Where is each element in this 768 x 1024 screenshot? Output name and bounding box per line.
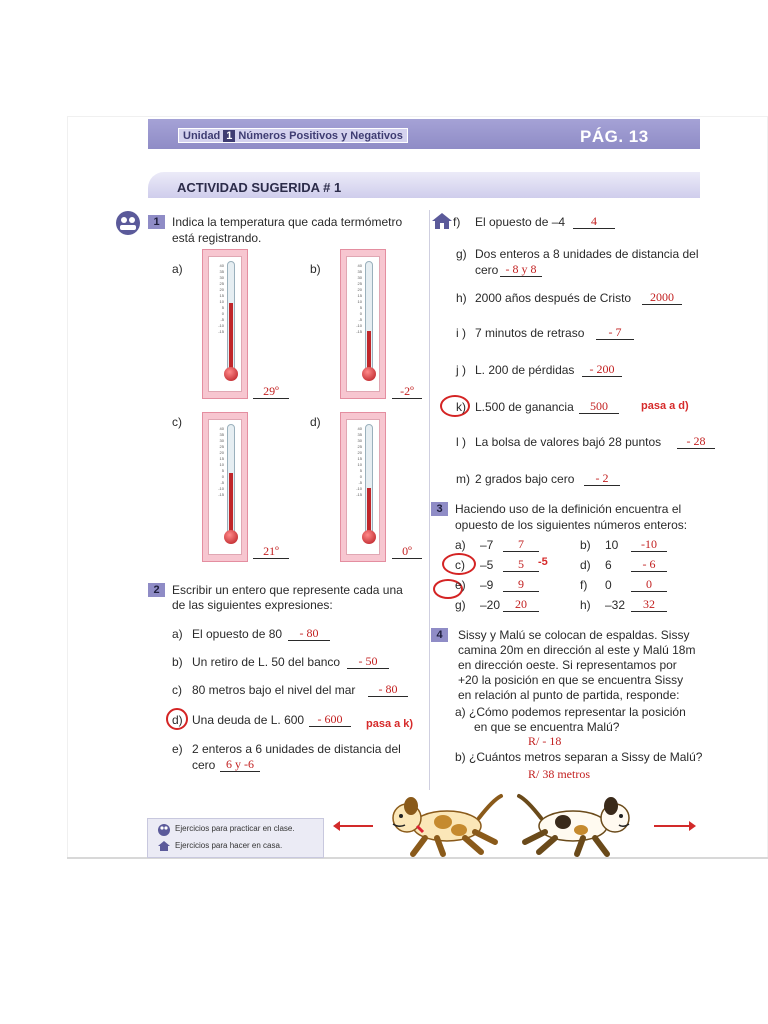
ex3-a-answer: 7 xyxy=(503,538,539,552)
ex3-e-answer: 9 xyxy=(503,578,539,592)
scale-tick-label: 20 xyxy=(219,287,224,292)
scale-tick-label: 5 xyxy=(221,468,224,473)
ex3-instruction-2: opuesto de los siguientes números enteros: xyxy=(455,518,688,532)
mercury-level xyxy=(229,303,233,370)
thermometer-card xyxy=(208,256,242,392)
ex2-g-label: g) xyxy=(456,247,467,261)
ex2-instruction-2: de las siguientes expresiones: xyxy=(172,598,333,612)
ex4-answer-b: R/ 38 metros xyxy=(528,767,590,781)
ex3-a-value: –7 xyxy=(480,538,494,552)
ex2-l-label: l ) xyxy=(456,435,466,449)
scale-tick-label: -5 xyxy=(358,317,362,322)
scale-tick-label: 40 xyxy=(219,263,224,268)
ex2-h-text: 2000 años después de Cristo xyxy=(475,291,632,305)
therm-a-label: a) xyxy=(172,262,183,276)
scale-tick-label: 15 xyxy=(357,456,362,461)
ex4-question-a-1: a) ¿Cómo podemos representar la posición xyxy=(455,705,686,719)
ex3-f-label: f) xyxy=(580,578,588,592)
scale-tick-label: 20 xyxy=(219,450,224,455)
ex3-e-value: –9 xyxy=(480,578,494,592)
therm-c-label: c) xyxy=(172,415,182,429)
mercury-level xyxy=(367,331,371,370)
ex3-c-answer: 5 xyxy=(503,558,539,572)
scale-tick-label: 30 xyxy=(219,275,224,280)
ex3-instruction-1: Haciendo uso de la definición encuentra el xyxy=(455,502,682,516)
thermometer-scale xyxy=(212,426,224,498)
unit-number: 1 xyxy=(223,130,235,142)
ex2-h-label: h) xyxy=(456,291,467,305)
scale-tick-label: -10 xyxy=(218,486,224,491)
scale-tick-label: 5 xyxy=(359,305,362,310)
ex2-e-answer: 6 y -6 xyxy=(220,758,260,772)
activity-title: ACTIVIDAD SUGERIDA # 1 xyxy=(177,180,342,195)
therm-d-label: d) xyxy=(310,415,321,429)
arrow-right-icon xyxy=(654,825,694,827)
scale-tick-label: -5 xyxy=(220,480,224,485)
ex4-question-a-2: en que se encuentra Malú? xyxy=(474,720,620,734)
exercise-2-number: 2 xyxy=(148,583,165,597)
ex2-j-answer: - 200 xyxy=(582,363,622,377)
thermometer-a xyxy=(202,249,248,399)
therm-b-answer: -2º xyxy=(392,385,422,399)
scale-tick-label: 10 xyxy=(219,462,224,467)
scale-tick-label: -10 xyxy=(356,323,362,328)
ex3-c-note: -5 xyxy=(538,556,548,568)
scale-tick-label: -15 xyxy=(218,329,224,334)
home-exercise-icon xyxy=(431,212,453,230)
thermometer-b xyxy=(340,249,386,399)
page-number: PÁG. 13 xyxy=(580,127,649,146)
thermometer-scale xyxy=(350,263,362,335)
ex2-instruction-1: Escribir un entero que represente cada una xyxy=(172,583,403,597)
scale-tick-label: 15 xyxy=(357,293,362,298)
exercise-4-number: 4 xyxy=(431,628,448,642)
ex4-question-b: b) ¿Cuántos metros separan a Sissy de Malú? xyxy=(455,750,703,764)
scale-tick-label: 10 xyxy=(357,462,362,467)
ex2-d-label: d) xyxy=(172,713,183,727)
ex2-f-text: El opuesto de –4 xyxy=(475,215,566,229)
ex2-c-label: c) xyxy=(172,683,182,697)
home-icon xyxy=(157,840,171,852)
unit-label xyxy=(178,128,408,143)
ex2-b-answer: - 50 xyxy=(347,655,389,669)
scale-tick-label: 20 xyxy=(357,450,362,455)
ex2-k-text: L.500 de ganancia xyxy=(475,400,574,414)
thermometer-card xyxy=(208,419,242,555)
ex2-d-text: Una deuda de L. 600 xyxy=(192,713,305,727)
scale-tick-label: -5 xyxy=(358,480,362,485)
scale-tick-label: 30 xyxy=(357,275,362,280)
ex4-line-2: camina 20m en dirección al este y Malú 18m xyxy=(458,643,696,657)
scale-tick-label: 30 xyxy=(219,438,224,443)
ex2-f-answer: 4 xyxy=(573,215,615,229)
scale-tick-label: -5 xyxy=(220,317,224,322)
legend-box xyxy=(147,818,324,858)
mercury-level xyxy=(229,473,233,533)
ex4-line-3: en dirección oeste. Si representamos por xyxy=(458,658,677,672)
ex2-a-answer: - 80 xyxy=(288,627,330,641)
scale-tick-label: -10 xyxy=(356,486,362,491)
ex3-h-answer: 32 xyxy=(631,598,667,612)
scale-tick-label: 25 xyxy=(219,281,224,286)
thermometer-tube xyxy=(365,424,373,534)
ex3-b-value: 10 xyxy=(605,538,619,552)
scale-tick-label: 25 xyxy=(357,444,362,449)
thermometer-card xyxy=(346,256,380,392)
ex2-i-answer: - 7 xyxy=(596,326,634,340)
scale-tick-label: 35 xyxy=(219,432,224,437)
scale-tick-label: -15 xyxy=(218,492,224,497)
thermometer-bulb xyxy=(224,367,238,381)
ex2-e-text-1: 2 enteros a 6 unidades de distancia del xyxy=(192,742,401,756)
ex3-b-label: b) xyxy=(580,538,591,552)
scale-tick-label: 25 xyxy=(357,281,362,286)
ex3-g-value: –20 xyxy=(480,598,501,612)
therm-a-answer: 29º xyxy=(253,385,289,399)
exercise-3-number: 3 xyxy=(431,502,448,516)
scale-tick-label: 0 xyxy=(359,474,362,479)
scale-tick-label: 10 xyxy=(357,299,362,304)
ex2-k-label: k) xyxy=(456,400,466,414)
scale-tick-label: 40 xyxy=(357,263,362,268)
scale-tick-label: -15 xyxy=(356,329,362,334)
ex2-m-answer: - 2 xyxy=(584,472,620,486)
scale-tick-label: 40 xyxy=(357,426,362,431)
unit-title: Números Positivos y Negativos xyxy=(238,129,403,142)
legend-class-text: Ejercicios para practicar en clase. xyxy=(175,824,295,833)
thermometer-tube xyxy=(227,424,235,534)
ex3-b-answer: -10 xyxy=(631,538,667,552)
ex4-answer-a: R/ - 18 xyxy=(528,734,562,748)
ex1-instruction-1: Indica la temperatura que cada termómetro xyxy=(172,215,403,229)
ex1-instruction-2: está registrando. xyxy=(172,231,262,245)
therm-d-answer: 0º xyxy=(392,545,422,559)
ex4-line-1: Sissy y Malú se colocan de espaldas. Sissy xyxy=(458,628,690,642)
ex3-d-value: 6 xyxy=(605,558,612,572)
ex2-g-answer: - 8 y 8 xyxy=(500,263,542,277)
scale-tick-label: 20 xyxy=(357,287,362,292)
ex3-f-answer: 0 xyxy=(631,578,667,592)
scale-tick-label: 25 xyxy=(219,444,224,449)
ex2-d-note: pasa a k) xyxy=(366,718,414,730)
ex2-j-label: j ) xyxy=(456,363,466,377)
scale-tick-label: 35 xyxy=(357,269,362,274)
ex2-k-note: pasa a d) xyxy=(641,400,689,412)
ex2-g-text-2: cero xyxy=(475,263,499,277)
ex2-j-text: L. 200 de pérdidas xyxy=(475,363,575,377)
thermometer-tube xyxy=(365,261,373,371)
scale-tick-label: 0 xyxy=(359,311,362,316)
ex3-g-label: g) xyxy=(455,598,466,612)
therm-c-answer: 21º xyxy=(253,545,289,559)
ex3-h-value: –32 xyxy=(605,598,626,612)
ex3-d-label: d) xyxy=(580,558,591,572)
ex2-i-label: i ) xyxy=(456,326,466,340)
ex3-e-label: e) xyxy=(455,578,466,592)
thermometer-tube xyxy=(227,261,235,371)
ex2-f-label: f) xyxy=(453,215,461,229)
ex2-h-answer: 2000 xyxy=(642,291,682,305)
ex4-line-5: en relación al punto de partida, responde: xyxy=(458,688,680,702)
mercury-level xyxy=(367,488,371,533)
ex2-k-answer: 500 xyxy=(579,400,619,414)
ex2-a-text: El opuesto de 80 xyxy=(192,627,283,641)
ex2-d-answer: - 600 xyxy=(309,713,351,727)
ex2-b-label: b) xyxy=(172,655,183,669)
column-divider xyxy=(429,210,430,790)
thermometer-bulb xyxy=(362,530,376,544)
ex3-f-value: 0 xyxy=(605,578,612,592)
ex2-i-text: 7 minutos de retraso xyxy=(475,326,585,340)
unit-word: Unidad xyxy=(183,129,221,142)
scale-tick-label: 40 xyxy=(219,426,224,431)
ex2-l-text: La bolsa de valores bajó 28 puntos xyxy=(475,435,662,449)
thermometer-d xyxy=(340,412,386,562)
scale-tick-label: 30 xyxy=(357,438,362,443)
thermometer-bulb xyxy=(362,367,376,381)
ex4-line-4: +20 la posición en que se encuentra Sissy xyxy=(458,673,684,687)
thermometer-card xyxy=(346,419,380,555)
scale-tick-label: 35 xyxy=(357,432,362,437)
ex2-m-label: m) xyxy=(456,472,470,486)
scale-tick-label: 35 xyxy=(219,269,224,274)
scale-tick-label: 15 xyxy=(219,456,224,461)
thermometer-c xyxy=(202,412,248,562)
ex2-e-text-2: cero xyxy=(192,758,216,772)
ex2-m-text: 2 grados bajo cero xyxy=(475,472,575,486)
therm-b-label: b) xyxy=(310,262,321,276)
legend-home-text: Ejercicios para hacer en casa. xyxy=(175,841,283,850)
thermometer-bulb xyxy=(224,530,238,544)
thermometer-scale xyxy=(350,426,362,498)
class-exercise-icon xyxy=(114,210,142,236)
scale-tick-label: 10 xyxy=(219,299,224,304)
scale-tick-label: 0 xyxy=(221,311,224,316)
ex3-g-answer: 20 xyxy=(503,598,539,612)
ex3-a-label: a) xyxy=(455,538,466,552)
class-exercise-icon xyxy=(157,823,171,837)
ex3-d-answer: - 6 xyxy=(631,558,667,572)
exercise-1-number: 1 xyxy=(148,215,165,229)
scale-tick-label: 15 xyxy=(219,293,224,298)
scale-tick-label: 0 xyxy=(221,474,224,479)
scale-tick-label: -10 xyxy=(218,323,224,328)
scale-tick-label: 5 xyxy=(221,305,224,310)
scale-tick-label: 5 xyxy=(359,468,362,473)
running-dog-left-illustration xyxy=(385,792,507,858)
ex2-l-answer: - 28 xyxy=(677,435,715,449)
ex2-b-text: Un retiro de L. 50 del banco xyxy=(192,655,341,669)
ex3-c-label: c) xyxy=(455,558,465,572)
ex2-g-text-1: Dos enteros a 8 unidades de distancia del xyxy=(475,247,699,261)
running-dog-right-illustration xyxy=(515,792,637,858)
ex3-h-label: h) xyxy=(580,598,591,612)
ex3-c-value: –5 xyxy=(480,558,494,572)
scale-tick-label: -15 xyxy=(356,492,362,497)
ex2-c-answer: - 80 xyxy=(368,683,408,697)
ex2-e-label: e) xyxy=(172,742,183,756)
ex2-c-text: 80 metros bajo el nivel del mar xyxy=(192,683,356,697)
ex2-a-label: a) xyxy=(172,627,183,641)
thermometer-scale xyxy=(212,263,224,335)
arrow-left-icon xyxy=(335,825,373,827)
